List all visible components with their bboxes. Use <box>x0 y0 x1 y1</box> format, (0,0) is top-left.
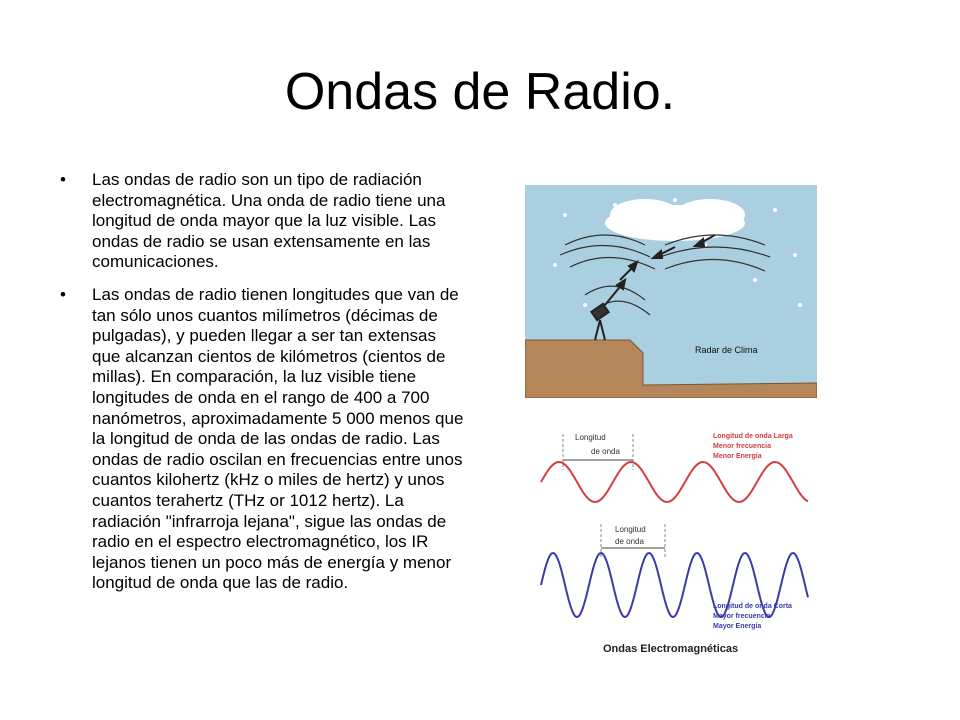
waves-background <box>533 420 823 670</box>
bullet-item <box>56 285 468 594</box>
bullet-text: Las ondas de radio son un tipo de radiación electromagnética. Una onda de radio tiene una longitud de onda mayor que la luz visible. Las ondas de radio se usan extensamente en las comunicaciones. <box>92 170 446 272</box>
bullet-list <box>56 170 468 606</box>
long-wave-legend-1: Longitud de onda Larga <box>713 433 793 440</box>
long-wave-legend-3: Menor Energía <box>713 453 762 460</box>
radar-label: Radar de Clima <box>695 345 758 355</box>
bullet-item <box>56 170 468 273</box>
short-wave-legend-1: Longitud de onda Corta <box>713 603 792 610</box>
waves-caption: Ondas Electromagnéticas <box>603 643 739 655</box>
bullet-marker: • <box>60 284 66 304</box>
radar-illustration <box>525 185 817 398</box>
long-wave-measure-label-2: de onda <box>591 447 620 456</box>
long-wave-measure-label-1: Longitud <box>575 433 606 442</box>
bullet-text: Las ondas de radio tienen longitudes que van de tan sólo unos cuantos milímetros (décimas de pulgadas), y pueden llegar a ser tan extensas que alcanzan cientos de kilómetros (cientos de millas). En comparación, la luz visible tiene longitudes de onda en el rango de 400 a 700 nanómetros, aproximadamente 5 000 menos que la longitud de onda de las ondas de radio. Las ondas de radio oscilan en frecuencias entre unos cuantos kilohertz (kHz o miles de hertz) y unos cuantos terahertz (THz or 1012 hertz). La radiación "infrarroja lejana", sigue las ondas de radio en el espectro electromagnético, los IR lejanos tienen un poco más de energía y menor longitud de onda que las de radio. <box>92 284 464 593</box>
short-wave-legend-3: Mayor Energía <box>713 623 762 630</box>
short-wave-measure-label-2: de onda <box>615 537 644 546</box>
slide-title: Ondas de Radio. <box>284 63 676 121</box>
long-wave-legend-2: Menor frecuencia <box>713 443 771 450</box>
cloud <box>605 199 745 241</box>
short-wave-legend-2: Mayor frecuencia <box>713 613 771 620</box>
waves-illustration <box>533 420 823 670</box>
bullet-marker: • <box>60 170 66 189</box>
short-wave-measure-label-1: Longitud <box>615 525 646 534</box>
